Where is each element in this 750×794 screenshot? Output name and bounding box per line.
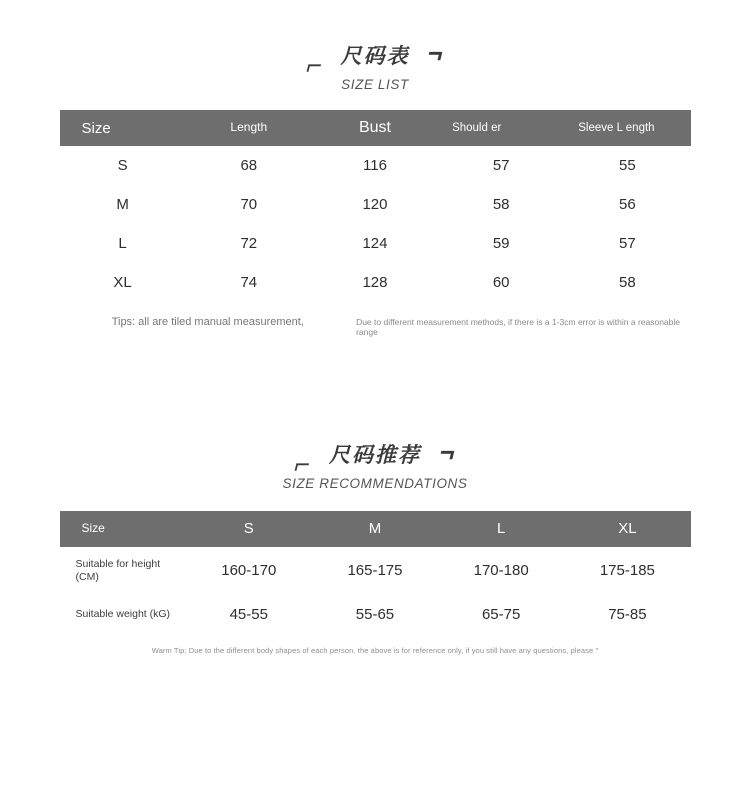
size-list-table-body (60, 146, 691, 302)
cell-sleeve-m: 56 (619, 196, 636, 214)
cell-height-m: 165-175 (347, 562, 403, 580)
row-label-height: Suitable for height (CM) (75, 557, 161, 583)
size-list-title-group (302, 38, 448, 80)
table-row (60, 185, 691, 224)
cell-height-s: 160-170 (221, 562, 277, 580)
header-cell-m: M (368, 520, 382, 538)
cell-shoulder-s: 57 (492, 157, 510, 175)
row-label-weight: Suitable weight (kG) (75, 607, 171, 620)
tips-tolerance-note: Due to different measurement methods, if there is a 1-3cm error is within a reasonable range (356, 317, 681, 338)
table-row (60, 263, 691, 302)
table-row (60, 595, 691, 634)
heading-table-spacer-2 (0, 491, 750, 511)
bracket-left-icon: ⌐ (291, 449, 314, 480)
cell-length-xl: 74 (240, 274, 258, 292)
table-row (60, 224, 691, 263)
cell-height-xl: 175-185 (599, 562, 655, 580)
cell-sleeve-xl: 58 (619, 274, 636, 292)
size-list-table (60, 110, 691, 302)
cell-size-l: L (118, 235, 127, 253)
cell-weight-l: 65-75 (481, 605, 521, 623)
size-recommendations-title-cn: 尺码推荐 (329, 443, 421, 468)
bracket-left-icon: ⌐ (302, 50, 326, 80)
header-cell-xl: XL (618, 520, 637, 538)
size-recommendations-title-en: SIZE RECOMMENDATIONS (282, 476, 468, 492)
size-list-title-en: SIZE LIST (341, 77, 409, 92)
size-list-heading (0, 38, 750, 92)
size-recommendations-table (60, 511, 691, 634)
header-cell-size: Size (81, 119, 111, 137)
cell-shoulder-l: 59 (492, 235, 510, 253)
tips-measurement-note: Tips: all are tiled manual measurement, (111, 316, 304, 329)
section-gap (0, 337, 750, 445)
cell-bust-xl: 128 (362, 274, 388, 292)
header-cell-bust: Bust (358, 119, 391, 136)
size-recommendations-table-head (60, 511, 691, 546)
cell-weight-s: 45-55 (229, 605, 268, 623)
cell-bust-l: 124 (362, 235, 388, 253)
cell-height-l: 170-180 (473, 562, 529, 580)
table-row (60, 146, 691, 185)
cell-length-s: 68 (240, 157, 258, 175)
bracket-right-icon: ¬ (424, 38, 448, 68)
cell-size-xl: XL (113, 274, 132, 292)
header-cell-l: L (496, 520, 506, 538)
size-recommendations-table-body (60, 547, 691, 634)
size-list-title-cn: 尺码表 (340, 44, 410, 68)
header-cell-shoulder: Should er (452, 121, 502, 134)
cell-shoulder-xl: 60 (492, 274, 510, 292)
header-cell-size: Size (81, 521, 105, 536)
cell-size-s: S (117, 157, 128, 175)
header-cell-length: Length (230, 120, 268, 135)
table-row (60, 547, 691, 595)
cell-sleeve-s: 55 (619, 157, 636, 175)
cell-sleeve-l: 57 (619, 235, 636, 253)
cell-size-m: M (116, 196, 129, 214)
cell-bust-s: 116 (363, 157, 387, 175)
cell-weight-xl: 75-85 (608, 605, 647, 623)
size-recommendations-title-group (291, 437, 459, 480)
heading-table-spacer (0, 92, 750, 110)
header-cell-sleeve-length: Sleeve L ength (578, 121, 655, 134)
cell-length-l: 72 (240, 235, 258, 253)
warm-tip-note: Warm Tip: Due to the different body shapes of each person, the above is for reference only, if you still have any questions, please " (151, 645, 599, 655)
cell-length-m: 70 (240, 196, 258, 214)
size-list-table-head (60, 110, 691, 146)
cell-weight-m: 55-65 (355, 605, 395, 623)
table-header-row (60, 511, 691, 546)
cell-shoulder-m: 58 (492, 196, 510, 214)
table-header-row (60, 110, 691, 146)
size-list-table-block (60, 110, 691, 302)
size-recommendations-heading (0, 437, 750, 492)
cell-bust-m: 120 (362, 196, 388, 214)
size-list-tips (60, 316, 691, 337)
size-recommendations-table-block (60, 511, 691, 634)
bracket-right-icon: ¬ (436, 437, 459, 468)
top-spacer (0, 0, 750, 46)
header-cell-s: S (243, 520, 254, 538)
